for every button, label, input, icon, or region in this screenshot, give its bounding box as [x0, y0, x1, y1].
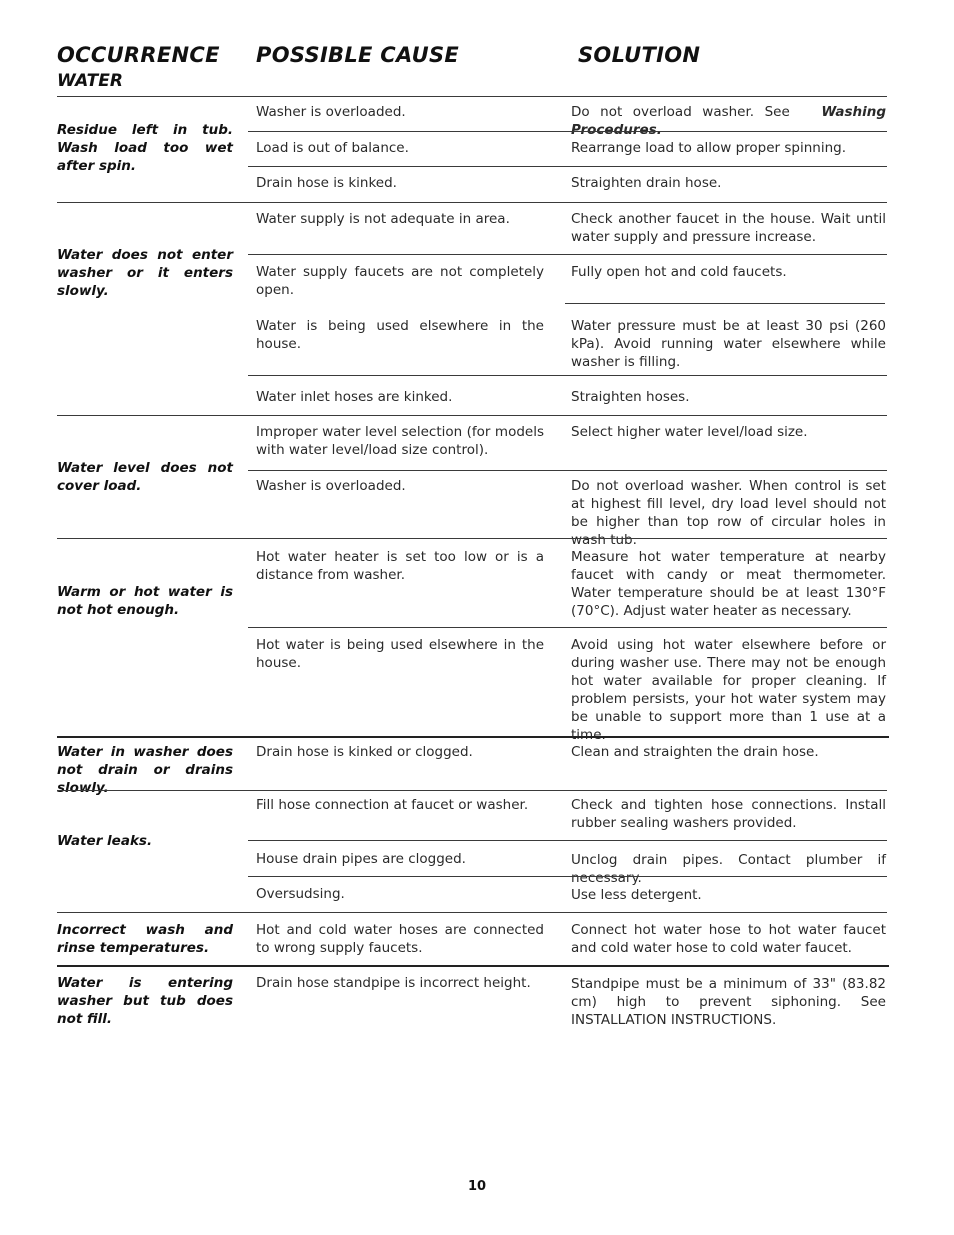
divider [57, 202, 887, 203]
solution-text: Do not overload washer. When control is set at highest fill level, dry load level should not be higher than top row of circular holes in wash tub. [571, 478, 886, 548]
solution-text: Unclog drain pipes. Contact plumber if necessary. [571, 852, 886, 886]
cause-text: House drain pipes are clogged. [256, 851, 466, 867]
solution-text: Straighten hoses. [571, 389, 690, 405]
divider [57, 912, 887, 913]
cause-text: Hot water is being used elsewhere in the house. [256, 637, 544, 671]
cause-text: Drain hose is kinked. [256, 175, 397, 191]
cause-text: Fill hose connection at faucet or washer. [256, 797, 529, 813]
possible-cause-header: POSSIBLE CAUSE [256, 43, 460, 67]
divider [57, 96, 887, 97]
occurrence-hot-water: Warm or hot water is not hot enough. [57, 584, 233, 618]
divider [248, 840, 887, 841]
solution-text: Measure hot water temperature at nearby faucet with candy or meat thermometer. Water temperature should be at least 130°F (70°C). Adjust water heater as necessary. [571, 549, 886, 619]
solution-text: Do not overload washer. See Washing Procedures. [571, 104, 886, 138]
divider [248, 876, 887, 877]
occurrence-leaks: Water leaks. [57, 833, 153, 849]
divider [248, 254, 887, 255]
occurrence-water-not-enter: Water does not enter washer or it enters slowly. [57, 247, 233, 299]
cause-text: Improper water level selection (for models with water level/load size control). [256, 424, 544, 458]
solution-header: SOLUTION [578, 43, 701, 67]
solution-text: Straighten drain hose. [571, 175, 722, 191]
divider [57, 736, 889, 738]
divider [248, 627, 887, 628]
solution-text: Fully open hot and cold faucets. [571, 264, 787, 280]
cause-text: Water supply is not adequate in area. [256, 211, 510, 227]
solution-text: Check another faucet in the house. Wait until water supply and pressure increase. [571, 211, 886, 245]
divider [248, 166, 887, 167]
cause-text: Hot and cold water hoses are connected to wrong supply faucets. [256, 922, 544, 956]
divider [57, 538, 887, 539]
divider [57, 965, 889, 967]
occurrence-residue: Residue left in tub. Wash load too wet after spin. [57, 122, 233, 174]
cause-text: Water inlet hoses are kinked. [256, 389, 453, 405]
solution-text: Use less detergent. [571, 887, 702, 903]
cause-text: Water is being used elsewhere in the house. [256, 318, 544, 352]
solution-text: Standpipe must be a minimum of 33" (83.82 cm) high to prevent siphoning. See INSTALLATION INSTRUCTIONS. [571, 976, 886, 1028]
solution-text: Rearrange load to allow proper spinning. [571, 140, 846, 156]
cause-text: Water supply faucets are not completely open. [256, 264, 544, 298]
occurrence-header: OCCURRENCE [57, 43, 220, 67]
divider [57, 790, 887, 791]
cause-text: Hot water heater is set too low or is a distance from washer. [256, 549, 544, 583]
solution-text: Water pressure must be at least 30 psi (260 kPa). Avoid running water elsewhere while washer is filling. [571, 318, 886, 370]
occurrence-tub-not-fill: Water is entering washer but tub does not fill. [57, 975, 233, 1027]
divider [565, 303, 885, 304]
cause-text: Oversudsing. [256, 886, 345, 902]
divider [248, 470, 887, 471]
solution-text: Connect hot water hose to hot water faucet and cold water hose to cold water faucet. [571, 922, 886, 956]
cause-text: Washer is overloaded. [256, 104, 406, 120]
divider [57, 415, 887, 416]
solution-text: Check and tighten hose connections. Install rubber sealing washers provided. [571, 797, 886, 831]
divider [248, 131, 887, 132]
solution-text: Clean and straighten the drain hose. [571, 744, 819, 760]
section-title: WATER [57, 71, 123, 91]
divider [248, 375, 887, 376]
solution-text: Select higher water level/load size. [571, 424, 808, 440]
cause-text: Drain hose standpipe is incorrect height. [256, 975, 531, 991]
occurrence-water-level: Water level does not cover load. [57, 460, 233, 494]
occurrence-drain: Water in washer does not drain or drains slowly. [57, 744, 233, 796]
page-number: 10 [467, 1179, 487, 1194]
cause-text: Drain hose is kinked or clogged. [256, 744, 473, 760]
occurrence-temperatures: Incorrect wash and rinse temperatures. [57, 922, 233, 956]
solution-text: Avoid using hot water elsewhere before or during washer use. There may not be enough hot water available for proper cleaning. If problem persists, your hot water system may be unable to support more than 1 use at a time. [571, 637, 886, 743]
cause-text: Washer is overloaded. [256, 478, 406, 494]
cause-text: Load is out of balance. [256, 140, 409, 156]
